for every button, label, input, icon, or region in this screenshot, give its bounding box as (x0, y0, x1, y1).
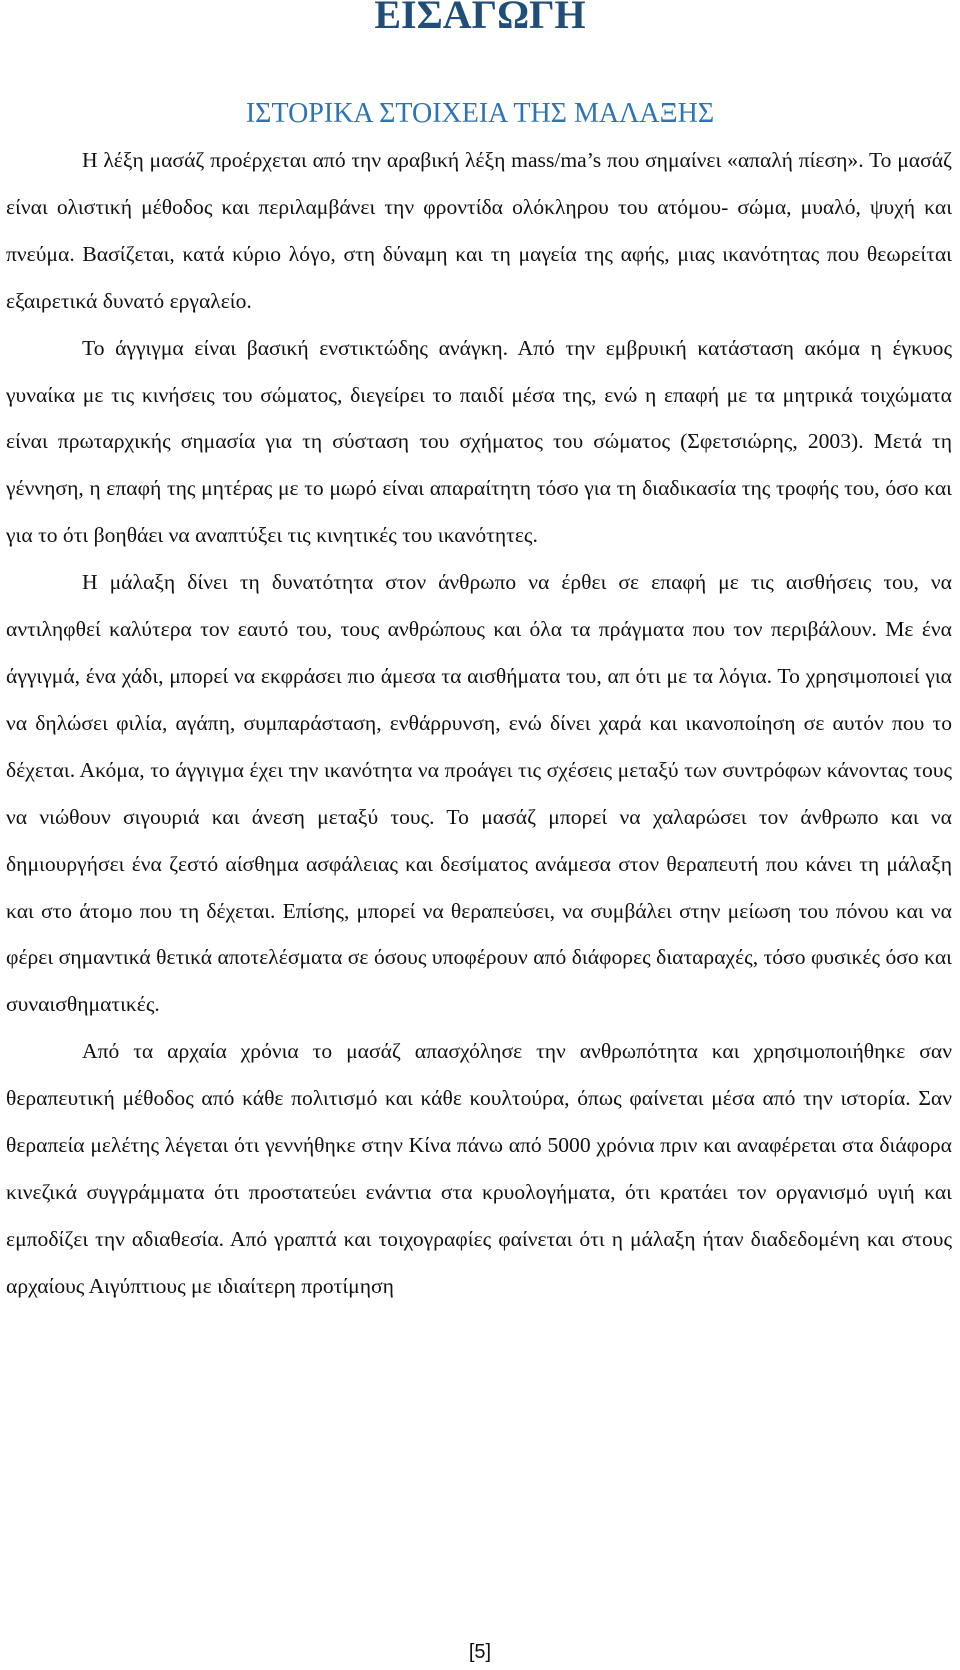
section-heading: ΙΣΤΟΡΙΚΑ ΣΤΟΙΧΕΙΑ ΤΗΣ ΜΑΛΑΞΗΣ (245, 98, 715, 129)
paragraph-etymology: Η λέξη μασάζ προέρχεται από την αραβική λέξη mass/ma’s που σημαίνει «απαλή πίεση». Το μασάζ είναι ολιστική μέθοδος και περιλαμβάνει την φροντίδα ολόκληρου του ατόμου- σώμα, μυαλό, ψυχή και πνεύμα. Βασίζεται, κατά κύριο λόγο, στη δύναμη και τη μαγεία της αφής, μιας ικανότητας που θεωρείται εξαιρετικά δυνατό εργαλείο. (6, 148, 952, 313)
paragraph-touch-need: Το άγγιγμα είναι βασική ενστικτώδης ανάγκη. Από την εμβρυική κατάσταση ακόμα η έγκυος γυναίκα με τις κινήσεις του σώματος, διεγείρει το παιδί μέσα της, ενώ η επαφή με τα μητρικά τοιχώματα είναι πρωταρχικής σημασία για τη σύσταση του σχήματος του σώματος (Σφετσιώρης, 2003). Μετά τη γέννηση, η επαφή της μητέρας με το μωρό είναι απαραίτητη τόσο για τη διαδικασία της τροφής του, όσο και για το ότι βοηθάει να αναπτύξει τις κινητικές του ικανότητες. (6, 335, 952, 548)
page-number: [5] (468, 1641, 492, 1663)
body-text (6, 137, 952, 1310)
paragraph-massage-benefits: Η μάλαξη δίνει τη δυνατότητα στον άνθρωπο να έρθει σε επαφή με τις αισθήσεις του, να αντιληφθεί καλύτερα τον εαυτό του, τους ανθρώπους και όλα τα πράγματα που τον περιβάλουν. Με ένα άγγιγμά, ένα χάδι, μπορεί να εκφράσει πιο άμεσα τα αισθήματα του, απ ότι με τα λόγια. Το χρησιμοποιεί για να δηλώσει φιλία, αγάπη, συμπαράσταση, ενθάρρυνση, ενώ δίνει χαρά και ικανοποίηση σε αυτόν που το δέχεται. Ακόμα, το άγγιγμα έχει την ικανότητα να προάγει τις σχέσεις μεταξύ των συντρόφων κάνοντας τους να νιώθουν σιγουριά και άνεση μεταξύ τους. Το μασάζ μπορεί να χαλαρώσει τον άνθρωπο και να δημιουργήσει ένα ζεστό αίσθημα ασφάλειας και δεσίματος ανάμεσα στον θεραπευτή που κάνει τη μάλαξη και στο άτομο που τη δέχεται. Επίσης, μπορεί να θεραπεύσει, να συμβάλει στην μείωση του πόνου και να φέρει σημαντικά θετικά αποτελέσματα σε όσους υποφέρουν από διάφορες διαταραχές, τόσο φυσικές όσο και συναισθηματικές. (6, 570, 952, 1017)
paragraph-history: Από τα αρχαία χρόνια το μασάζ απασχόλησε την ανθρωπότητα και χρησιμοποιήθηκε σαν θεραπευτική μέθοδος από κάθε πολιτισμό και κάθε κουλτούρα, όπως φαίνεται μέσα από την ιστορία. Σαν θεραπεία μελέτης λέγεται ότι γεννήθηκε στην Κίνα πάνω από 5000 χρόνια πριν και αναφέρεται στα διάφορα κινεζικά συγγράμματα ότι προστατεύει ενάντια στα κρυολογήματα, ότι κρατάει τον οργανισμό υγιή και εμποδίζει την αδιαθεσία. Από γραπτά και τοιχογραφίες φαίνεται ότι η μάλαξη ήταν διαδεδομένη και στους αρχαίους Αιγύπτιους με ιδιαίτερη προτίμηση (6, 1039, 952, 1298)
chapter-title: ΕΙΣΑΓΩΓΗ (374, 0, 586, 37)
